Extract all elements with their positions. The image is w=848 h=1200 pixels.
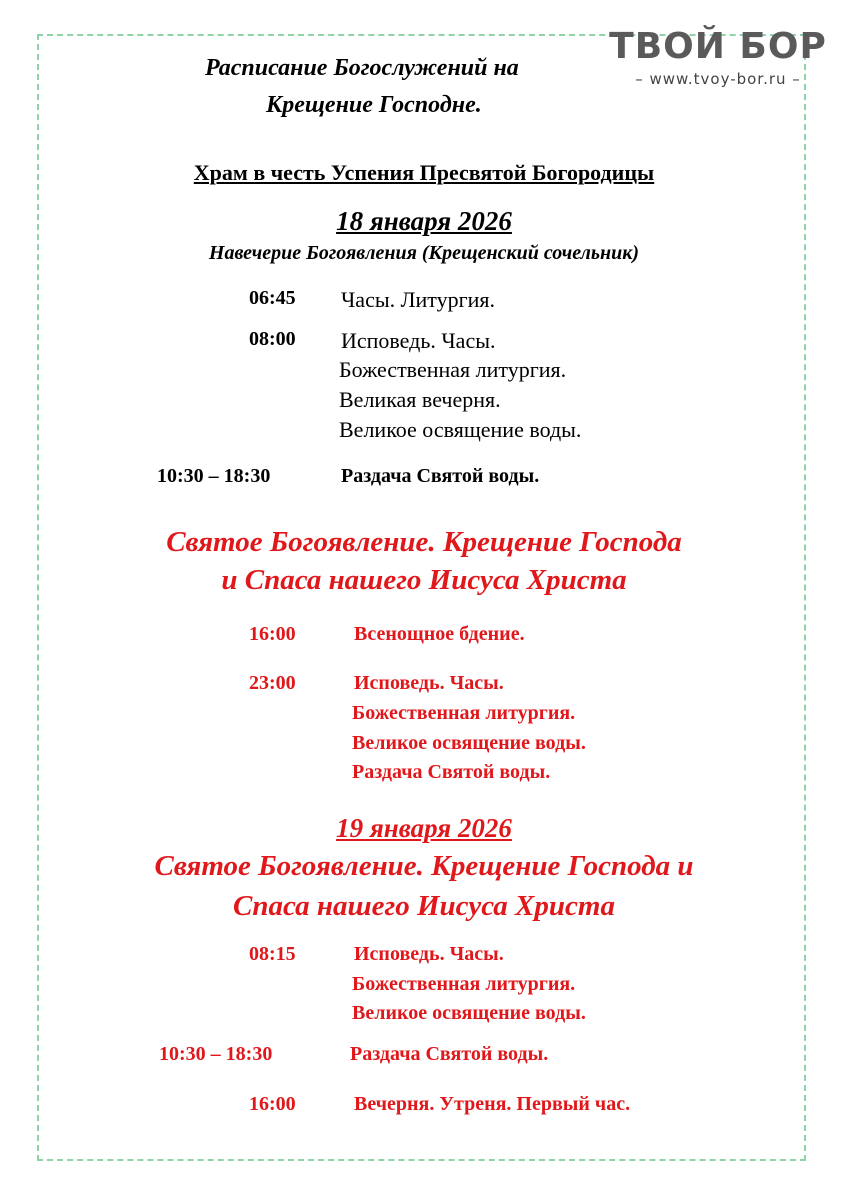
day1-feast-line1: Святое Богоявление. Крещение Господа: [166, 526, 682, 558]
day2-service-3: Вечерня. Утреня. Первый час.: [354, 1093, 631, 1115]
day1-service-2-line1: Исповедь. Часы.: [341, 328, 496, 353]
day1-evening-service-2-line2: Божественная литургия.: [352, 702, 576, 724]
day1-evening-service-2-line4: Раздача Святой воды.: [352, 761, 551, 783]
day1-time-1: 06:45: [249, 287, 296, 309]
day1-evening-service-2-line3: Великое освящение воды.: [352, 732, 586, 754]
day2-feast-line1: Святое Богоявление. Крещение Господа и: [154, 850, 694, 882]
day1-evening-service-2-line1: Исповедь. Часы.: [354, 672, 504, 694]
day1-service-2-line3: Великая вечерня.: [339, 387, 501, 412]
day1-service-2-line2: Божественная литургия.: [339, 357, 567, 382]
day2-time-3: 16:00: [249, 1093, 296, 1115]
day1-service-1: Часы. Литургия.: [341, 287, 496, 312]
watermark-url: – www.tvoy-bor.ru –: [635, 70, 801, 88]
page-title-line1: Расписание Богослужений на: [205, 55, 519, 81]
day2-service-1-line3: Великое освящение воды.: [352, 1002, 586, 1024]
day1-evening-time-2: 23:00: [249, 672, 296, 694]
day1-time-2: 08:00: [249, 328, 296, 350]
day2-service-1-line2: Божественная литургия.: [352, 973, 576, 995]
day1-time-3: 10:30 – 18:30: [157, 465, 271, 487]
page-title-line2: Крещение Господне.: [266, 92, 482, 118]
temple-name: Храм в честь Успения Пресвятой Богородицы: [193, 160, 655, 185]
day2-service-2: Раздача Святой воды.: [350, 1043, 549, 1065]
day1-date: 18 января 2026: [336, 206, 512, 236]
day2-feast-line2: Спаса нашего Иисуса Христа: [233, 890, 615, 922]
day2-date: 19 января 2026: [336, 813, 512, 843]
day1-evening-time-1: 16:00: [249, 623, 296, 645]
day1-service-3: Раздача Святой воды.: [341, 465, 540, 487]
day1-service-2-line4: Великое освящение воды.: [339, 417, 582, 442]
day2-service-1-line1: Исповедь. Часы.: [354, 943, 504, 965]
day1-evening-service-1: Всенощное бдение.: [354, 623, 525, 645]
day2-time-2: 10:30 – 18:30: [159, 1043, 273, 1065]
day1-feast-line2: и Спаса нашего Иисуса Христа: [221, 564, 627, 596]
watermark-logo: [603, 20, 838, 100]
day1-subtitle: Навечерие Богоявления (Крещенский сочельник): [208, 242, 640, 264]
watermark-title: ТВОЙ БОР: [609, 26, 827, 67]
day2-time-1: 08:15: [249, 943, 296, 965]
